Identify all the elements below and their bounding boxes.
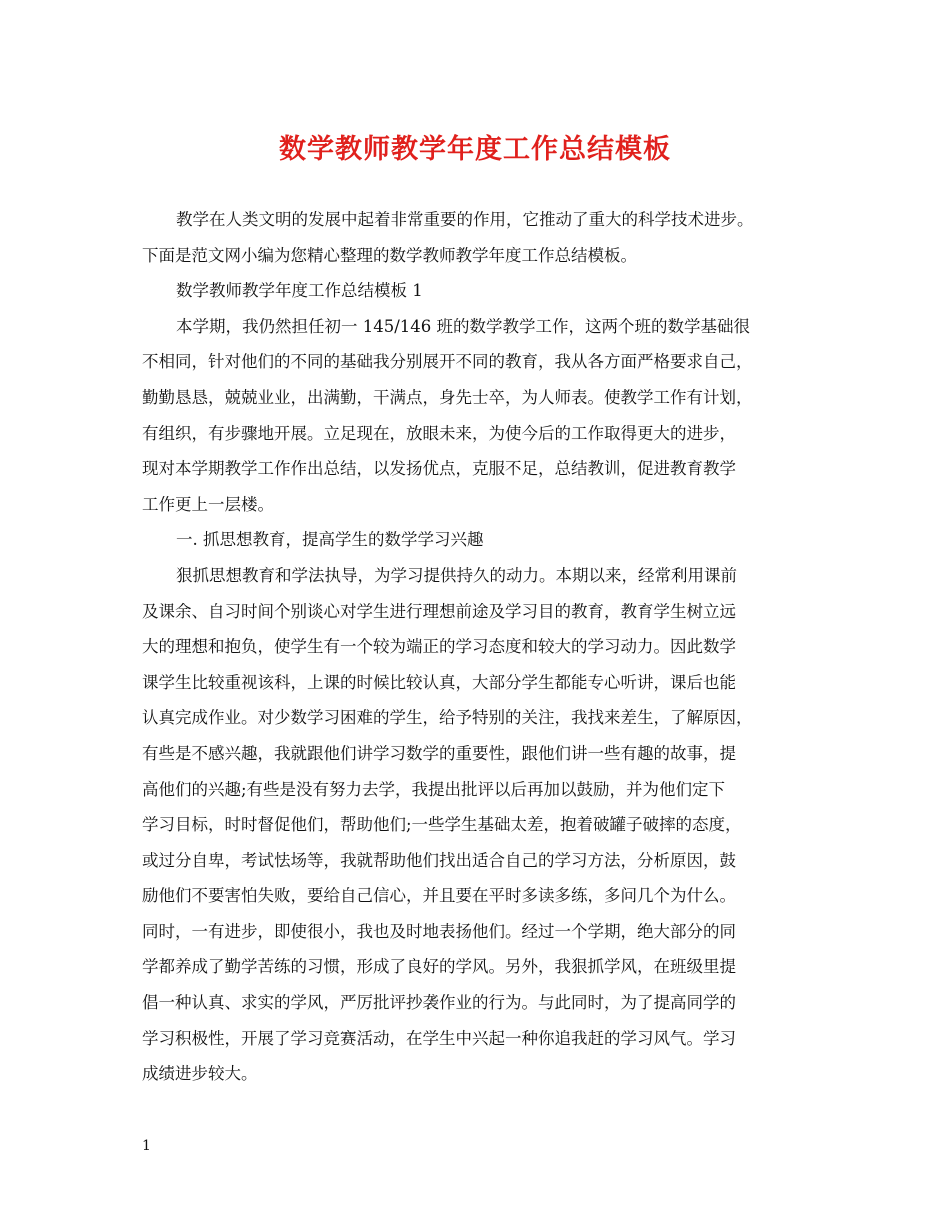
text-line: 励他们不要害怕失败，要给自己信心，并且要在平时多读多练，多问几个为什么。 [142, 886, 736, 906]
text-line: 大的理想和抱负，使学生有一个较为端正的学习态度和较大的学习动力。因此数学 [142, 637, 736, 657]
text-line: 不相同，针对他们的不同的基础我分别展开不同的教育，我从各方面严格要求自己， [142, 352, 753, 372]
text-line: 本学期，我仍然担任初一 145/146 班的数学教学工作，这两个班的数学基础很 [176, 316, 751, 336]
text-line: 课学生比较重视该科，上课的时候比较认真，大部分学生都能专心听讲，课后也能 [142, 672, 736, 692]
text-line: 有组织，有步骤地开展。立足现在，放眼未来，为使今后的工作取得更大的进步， [142, 423, 736, 443]
document-title: 数学教师教学年度工作总结模板 [279, 134, 671, 165]
text-line: 教学在人类文明的发展中起着非常重要的作用，它推动了重大的科学技术进步。 [176, 210, 754, 229]
document-body [142, 202, 810, 1092]
text-line: 高他们的兴趣;有些是没有努力去学，我提出批评以后再加以鼓励，并为他们定下 [142, 779, 726, 799]
text-line: 倡一种认真、求实的学风，严厉批评抄袭作业的行为。与此同时，为了提高同学的 [142, 993, 736, 1013]
text-line: 学习积极性，开展了学习竞赛活动，在学生中兴起一种你追我赶的学习风气。学习 [142, 1028, 736, 1048]
text-line: 有些是不感兴趣，我就跟他们讲学习数学的重要性，跟他们讲一些有趣的故事，提 [142, 743, 736, 763]
text-line: 及课余、自习时间个别谈心对学生进行理想前途及学习目的教育，教育学生树立远 [142, 601, 736, 621]
text-line: 学习目标，时时督促他们，帮助他们;一些学生基础太差，抱着破罐子破摔的态度， [142, 815, 742, 835]
text-line: 工作更上一层楼。 [142, 494, 274, 514]
text-line: 下面是范文网小编为您精心整理的数学教师教学年度工作总结模板。 [142, 245, 637, 265]
section-heading: 一. 抓思想教育，提高学生的数学学习兴趣 [176, 530, 484, 550]
text-line: 同时，一有进步，即使很小，我也及时地表扬他们。经过一个学期，绝大部分的同 [142, 921, 736, 941]
text-line: 或过分自卑，考试怯场等，我就帮助他们找出适合自己的学习方法，分析原因，鼓 [142, 850, 736, 870]
section-heading: 数学教师教学年度工作总结模板 1 [176, 281, 423, 301]
text-line: 勤勤恳恳，兢兢业业，出满勤，干满点，身先士卒，为人师表。使教学工作有计划， [142, 387, 753, 407]
text-line: 成绩进步较大。 [142, 1064, 258, 1084]
text-line: 学都养成了勤学苦练的习惯，形成了良好的学风。另外，我狠抓学风，在班级里提 [142, 957, 736, 977]
text-line: 现对本学期教学工作作出总结，以发扬优点，克服不足，总结教训，促进教育教学 [142, 459, 736, 479]
text-line: 狠抓思想教育和学法执导，为学习提供持久的动力。本期以来，经常利用课前 [176, 565, 737, 585]
text-line: 认真完成作业。对少数学习困难的学生，给予特别的关注，我找来差生，了解原因， [142, 708, 753, 728]
page-number: 1 [142, 1138, 151, 1154]
